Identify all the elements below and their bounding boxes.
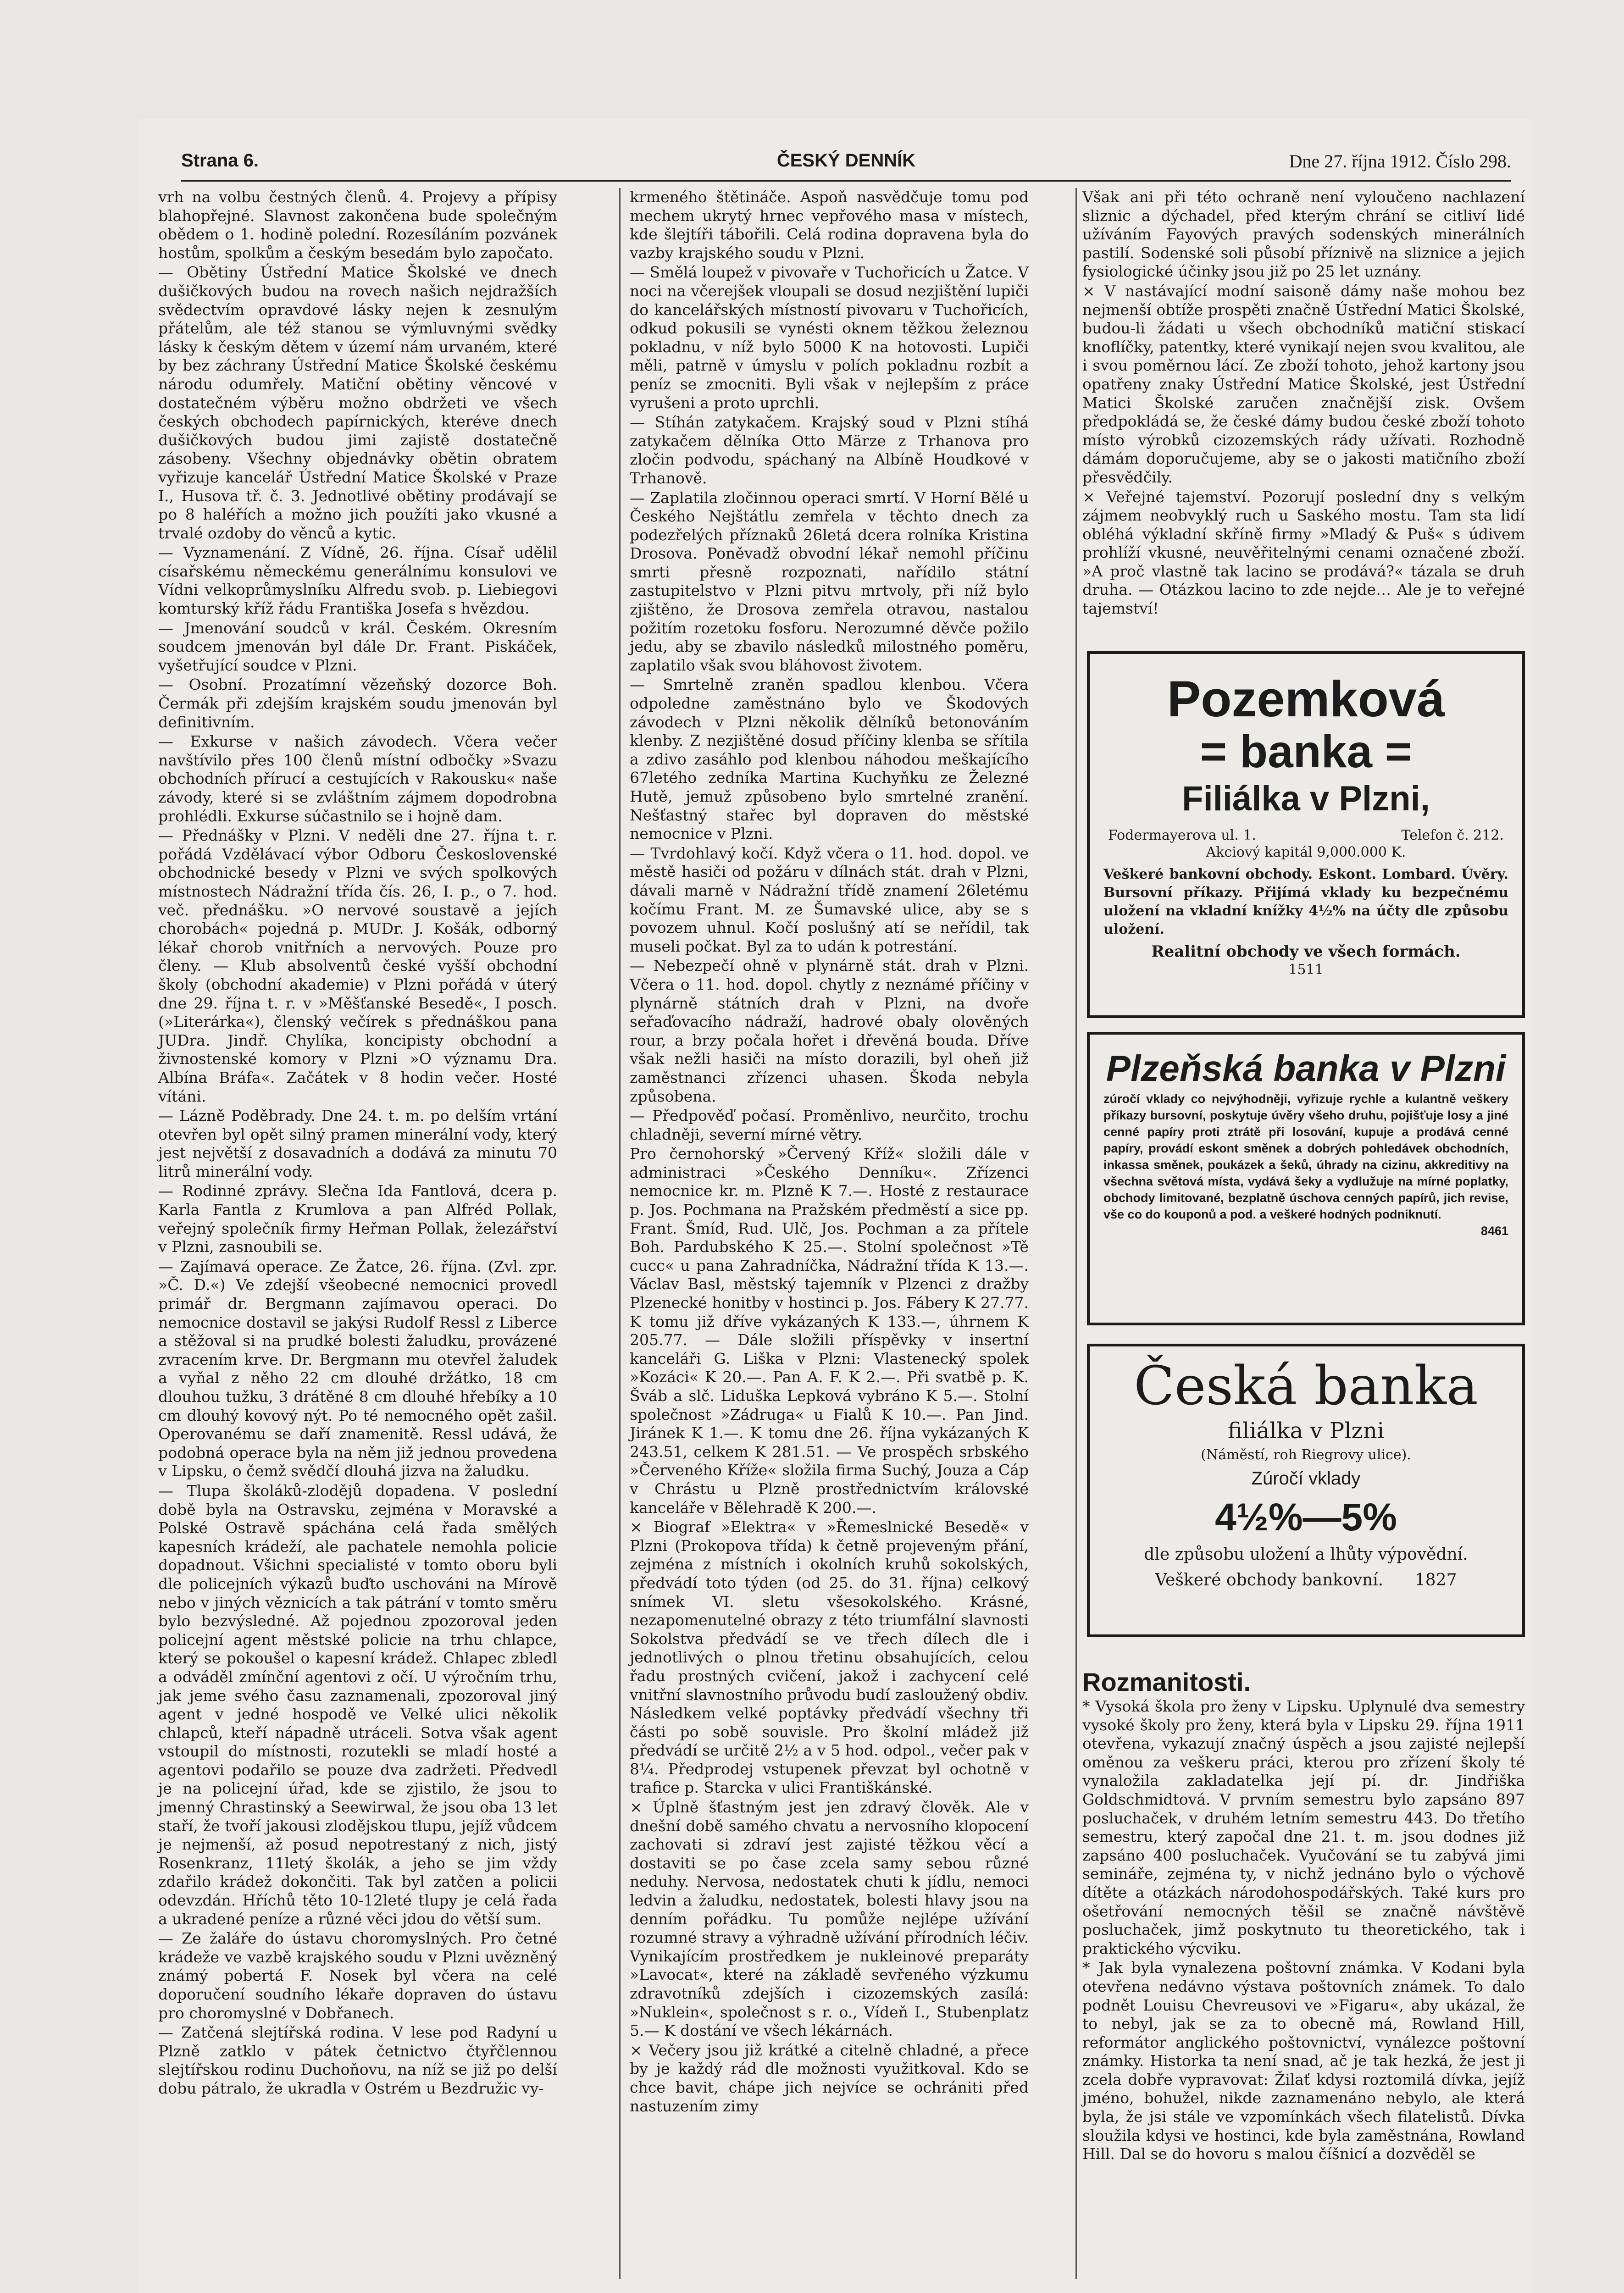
ad-business [1090, 1567, 1522, 1593]
article: — Smrtelně zraněn spadlou klenbou. Včera odpoledne zaměstnáno bylo ve Škodových závodech v Plzni několik dělníků betonováním klenby. Z nezjištěné dosud příčiny klenba se sřítila a zdivo zasáhlo pod klenbou náhodou meškajícího 67letého zedníka Martina Kuchyňku ze Železné Hutě, jemuž způsobeno bylo smrtelné zranění. Nešťastný stařec byl dopraven do městské nemocnice v Plzni. [630, 676, 1029, 843]
ad-subtitle: Filiálka v Plzni, [1182, 779, 1430, 818]
article: — Rodinné zprávy. Slečna Ida Fantlová, dcera p. Karla Fantla z Krumlova a pan Alfréd Pollak, veřejný společník firmy Heřman Pollak, železářství v Plzni, zasnoubili se. [158, 1182, 557, 1256]
article: — Ze žaláře do ústavu choromyslných. Pro četné krádeže ve vazbě krajského soudu v Plzni uvězněný známý pobertá F. Nosek byl včera na celé doporučení soudního lékaře dopraven do ústavu pro choromyslné v Dobřanech. [158, 1929, 557, 2022]
article: * Vysoká škola pro ženy v Lipsku. Uplynulé dva semestry vysoké školy pro ženy, která byla v Lipsku 29. října 1911 otevřena, vykazují značný úspěch a jsou zajisté nejlepší oměnou za veškeru práci, kterou pro zřízení školy té vynaložila zakladatelka její pí. dr. Jindřiška Goldschmidtová. V prvním semestru bylo zapsáno 897 posluchaček, v druhém letním semestru 443. Do třetího semestru, který započal dne 21. t. m. jsou dodnes již zapsáno 400 posluchaček. Vyučování se tu zabývá jimi semináře, zejména ty, v nichž jednáno bylo o výchově dítěte a otázkách národohospodářských. Také kurs pro ošetřování nemocných těšil se značně návštěvě posluchaček, jimž poskytnuto tu theoretického, tak i praktického výcviku. [1082, 1697, 1525, 1957]
article: — Smělá loupež v pivovaře v Tuchořicích u Žatce. V noci na včerejšek vloupali se dosud nezjištění lupiči do kancelářských místností pivovaru v Tuchořicích, odkud pokusili se vynésti oknem těžkou železnou pokladnu, v níž bylo 5000 K na hotovosti. Lupiči měli, patrně v úmyslu v polích pokladnu rozbít a peníz se zmocniti. Byli však v nejlepším z práce vyrušeni a proto uprchli. [630, 263, 1029, 412]
article: × Biograf »Elektra« v »Řemeslnické Besedě« v Plzni (Prokopova třída) k četně projeveným přání, zejména z místních i okolních kruhů sokolských, předvádí toto týden (od 25. do 31. října) celkový snímek VI. sletu všesokolského. Krásné, nezapomenutelné obrazy z této triumfální slavnosti Sokolstva předvádí se ve třech dílech dle i jednotlivých o plnou třetinu obsahujících, celou řadu prostných cvičení, jakož i zachycení celé vnitřní slavnostního průvodu budí zasloužený obdiv. Následkem velké poptávky předvádí všechny tři části po sobě souvisle. Pro školní mládež již předvádí se určitě 2½ a v 5 hod. odpol., večer pak v 8¼. Předprodej vstupenek převzat byl ochotně v trafice p. Starcka v ulici Františkánské. [630, 1518, 1029, 1797]
section-title: Rozmanitosti. [1082, 1667, 1251, 1696]
column-3-bottom [1082, 1667, 1525, 2163]
article: Však ani při této ochraně není vyloučeno nachlazení sliznic a dýchadel, před kterým chrání se citliví lidé užíváním Fayových pravých sodenských minerálních pastilí. Sodenské soli působí příznivě na sliznice a jejich fysiologické účinky jsou již po 25 let uznány. [1082, 188, 1525, 281]
ad-code: 1827 [1414, 1571, 1457, 1590]
ad-phone: Telefon č. 212. [1401, 827, 1504, 843]
article: — Obětiny Ústřední Matice Školské ve dnech dušičkových budou na rovech našich nejdražších svědectvím opravdové lásky nejen k zesnulým přátelům, ale též stanou se výmluvnými svědky lásky k českým dětem v území nám urvaném, které by bez záchrany Ústřední Matice Školské českému národu odumřely. Matiční obětiny věncové v dostatečném výběru možno obdržeti ve všech českých obchodech papírnických, kteréve dnech dušičkových budou jimi zajistě dostatečně zásobeny. Všechny objednávky obětin obratem vyřizuje kancelář Ústřední Matice Školské v Praze I., Husova tř. č. 3. Jednotlivé obětiny prodávají se po 8 haléřích a možno jich použíti jako vkusné a trvalé ozdoby do věnců a kytic. [158, 263, 557, 542]
issue-date: Dne 27. října 1912. Číslo 298. [1289, 151, 1511, 172]
article: — Přednášky v Plzni. V neděli dne 27. října t. r. pořádá Vzdělávací výbor Odboru Československé obchodnické besedy v Plzni ve svých spolkových místnostech Nádražní třída čís. 26, I. p., o 7. hod. več. přednášku. »O nervové soustavě a jejích chorobách« pojedná p. MUDr. J. Košák, odborný lékař chorob vnitřních a nervových. Pouze pro členy. — Klub absolventů české vyšší obchodní školy (obchodní akademie) v Plzni pořádá v úterý dne 29. října t. r. v »Měšťanské Besedě«, I posch. (»Literárka«), členský večírek s přednáškou pana JUDra. Jindř. Chylíka, koncipisty obchodní a živnostenské komory v Plzni »O významu Dra. Albína Bráfa«. Začátek v 8 hodin večer. Hosté vítáni. [158, 826, 557, 1105]
ad-business-text: Veškeré obchody bankovní. [1155, 1571, 1384, 1590]
ad-address: Fodermayerova ul. 1. [1108, 827, 1256, 843]
article: — Nebezpečí ohně v plynárně stát. drah v Plzni. Včera o 11. hod. dopol. chytly z neznámé příčiny v plynárně státních drah v Plzni, na dvoře seřaďovacího nádraží, hadrové obaly olověných rour, a brzy počala hořet i dřevěná bouda. Dříve však nežli hasiči na místo dorazili, byl oheň již zaměstnanci zřízenci uhasen. Škoda nebyla způsobena. [630, 957, 1029, 1105]
article: — Tvrdohlavý kočí. Když včera o 11. hod. dopol. ve městě hasiči od požáru v dílnách stát. drah v Plzni, dávali marně v Nádražní třídě znamení 26letému kočímu Frant. M. ze Šumavské ulice, aby se s povozem uhnul. Kočí poslušný atí se neřídil, tak museli počkat. Byl za to udán k potrestání. [630, 844, 1029, 955]
article: Pro černohorský »Červený Kříž« složili dále v administraci »Českého Denníku«. Zřízenci nemocnice kr. m. Plzně K 7.—. Hosté z restaurace p. Jos. Pochmana na Pražském předměstí a sice pp. Frant. Šmíd, Rud. Ulč, Jos. Pochman a za přítele Boh. Pardubského K 25.—. Stolní společnost »Tě cucc« u pana Zahradníčka, Nádražní třída K 13.—. Václav Basl, městský tajemník v Plzenci z dražby Plzenecké honitby v hostinci p. Jos. Fábery K 27.77. K tomu již dříve vykázaných K 133.—, úhrnem K 205.77. — Dále složili příspěvky v insertní kanceláři G. Liška v Plzni: Vlastenecký spolek »Kozáci« K 20.—. Pan A. F. K 2.—. Při svatbě p. K. Šváb a slč. Liduška Lepková vybráno K 5.—. Stolní společnost »Zádruga« u Fialů K 10.—. Pan Jind. Jiránek K 1.—. K tomu dne 26. října vykázaných K 243.51, celkem K 281.51. — Ve prospěch srbského »Červeného Kříže« složila firma Suchý, Jouza a Cáp v Chrástu u Plzně prostřednictvím královské kanceláře v Bělehradě K 200.—. [630, 1145, 1029, 1517]
article: — Osobní. Prozatímní vězeňský dozorce Boh. Čermák při zdejším krajském soudu jmenován byl definitivním. [158, 676, 557, 731]
column-1 [158, 188, 557, 2293]
article: — Stíhán zatykačem. Krajský soud v Plzni stíhá zatykačem dělníka Otto Märze z Trhanova pro zločin podvodu, spáchaný na Albíně Houdkové v Trhanově. [630, 413, 1029, 487]
article: — Zajímavá operace. Ze Žatce, 26. října. (Zvl. zpr. »Č. D.«) Ve zdejší všeobecné nemocnici provedl primář dr. Bergmann zajímavou operaci. Do nemocnice dostavil se jakýsi Rudolf Ressl z Liberce a stěžoval si na prudké bolesti žaludku, provázené zvracením krve. Dr. Bergmann mu otevřel žaludek a vyňal z něho 22 cm dlouhé držátko, 18 cm dlouhou tužku, 3 drátěné 8 cm dlouhé hřebíky a 10 cm dlouhý kovový nýt. Po té nemocného opět zašil. Operovanému se daří znamenitě. Ressl udává, že podobná operace byla na něm již jednou provedena v Lipsku, o čemž svědčí dlouhá jizva na žaludku. [158, 1257, 557, 1480]
ad-body: Veškeré bankovní obchody. Eskont. Lombard. Úvěry. Bursovní příkazy. Přijímá vklady ku bezpečnému uložení na vkladní knížky 4½% na účty dle způsobu uložení. [1103, 866, 1508, 937]
article: — Vyznamenání. Z Vídně, 26. října. Císař udělil císařskému německému generálnímu konsulovi ve Vídni velkoprůmyslníku Alfredu svob. p. Liebiegovi komturský kříž řádu Františka Josefa s hvězdou. [158, 543, 557, 618]
article: — Jmenování soudců v král. Českém. Okresním soudcem jmenován byl dále Dr. Frant. Piskáček, vyšetřující soudce v Plzni. [158, 619, 557, 674]
article: vrh na volbu čestných členů. 4. Projevy a přípisy blahopřejné. Slavnost zakončena bude společným obědem o 1. hodině polední. Rozesíláním pozvánek hostům, spolkům a českým besedám bylo započato. [158, 188, 557, 262]
article: — Tlupa školáků-zlodějů dopadena. V poslední době byla na Ostravsku, zejména v Moravské a Polské Ostravě spáchána celá řada smělých kapesních krádeží, ale pachatele nemohla policie dopadnout. Všichni specialisté v tomto oboru byli dle policejních výkazů buďto uschováni na Mírově nebo v jiných věznicích a tak pátrání v tomto směru bylo bezvýsledné. Až pojednou zpozoroval jeden policejní agent městské policie na trhu chlapce, který se pokoušel o kapesní krádež. Chlapec zbledl a odváděl zmínční agentovi z očí. U výročním trhu, jak jeme svého času zaznamenali, zpozoroval jiný agent v jedné hospodě ve Velké ulici několik chlapců, kteří nápadně utráceli. Sotva však agent vstoupil do místnosti, rozutekli se mladí hosté a agentovi podařilo se pouze dva zadržeti. Předvedl je na policejní úřad, kde se zjistilo, že jsou to jmenný Chrastinský a Seewirwal, že jsou oba 13 let staří, že tvoří jakousi zlodějskou tlupu, jejíž vůdcem je nejmenší, až posud nepotrestaný z nich, jistý Rosenkranz, 11letý školák, a jeho se jim vždy zdařilo krádež dokončiti. Tak byl zatčen a policii odevzdán. Hříchů těto 10-12leté tlupy je celá řada a ukradené peníze a různé věci jdou do větší sum. [158, 1481, 557, 1928]
ad-ceska-banka [1087, 1344, 1525, 1637]
header-rule [181, 180, 1511, 182]
page-number: Strana 6. [181, 150, 259, 171]
ad-title: Česká banka [1134, 1355, 1478, 1417]
column-2 [630, 188, 1029, 2279]
article: × Večery jsou již krátké a citelně chladné, a přece by je každý rád dle možnosti využitkoval. Kdo se chce bavit, chápe jich nejvíce se ochrániti před nastuzením zimy [630, 2041, 1029, 2115]
ad-body: zúročí vklady co nejvýhodněji, vyřizuje rychle a kulantně veškery příkazy bursovní, poskytuje úvěry všeho druhu, pojišťuje losy a jiné cenné papíry proti ztrátě při losování, kupuje a prodává cenné papíry, provádí eskont směnek a dobrých pohledávek obchodních, inkassa směnek, poukázek a šeků, úhrady na cizinu, akkreditivy na všechna světová místa, vydává šeky a vydlužuje na mírné poplatky, obchody limitované, bezplatně úschova cenných papírů, jich revise, vše co do kouponů a pod. a veškeré hodných podniknutí. [1103, 1092, 1508, 1221]
ad-address: (Náměstí, roh Riegrovy ulice). [1201, 1447, 1411, 1463]
article: krmeného štětináče. Aspoň nasvědčuje tomu pod mechem ukrytý hrnec vepřového masa v místech, kde šlejtíři tábořili. Celá rodina dopravena byla do vazby krajského soudu v Plzni. [630, 188, 1029, 262]
ad-slogan: Realitní obchody ve všech formách. [1151, 942, 1461, 961]
ad-code: 1511 [1288, 962, 1324, 978]
article: × Úplně šťastným jest jen zdravý člověk. Ale v dnešní době samého chvatu a nervosního klopocení zachovati si zdraví jest zajisté těžkou věcí a dostaviti se po čase zcela samy sebou různé neduhy. Nervosa, nedostatek chuti k jídlu, nemoci ledvin a žaludku, nedostatek, bolesti hlavy jsou na denním pořádku. Tu pomůže nejlépe užívání rozumné stravy a výhradně užívání přírodních léčiv. Vynikajícím prostředkem je nukleinové preparáty »Lavocat«, které na základě sevřeného výzkumu zdravotníků zdejších i cizozemských zasílá: »Nuklein«, společnost s r. o., Vídeň I., Stubenplatz 5.— K dostání ve všech lékárnách. [630, 1798, 1029, 2040]
article: — Zaplatila zločinnou operaci smrtí. V Horní Bělé u Českého Nejštátlu zemřela v těchto dnech za podezřelých příznaků 26letá dcera rolníka Kristina Drosova. Poněvadž obvodní lékař nemohl příčinu smrti přesně rozpoznati, nařídilo státní zastupitelstvo v Plzni pitvu mrtvoly, při níž bylo zjištěno, že Drosova zemřela otravou, nastalou požitím rozetoku fosforu. Nerozumné děvče požilo jedu, aby se zbavilo následků milostného poměru, zaplatilo však svou bláhovost životem. [630, 488, 1029, 674]
masthead: ČESKÝ DENNÍK [776, 150, 916, 171]
ad-title: Plzeňská banka v Plzni [1106, 1048, 1506, 1089]
ad-title: Pozemková [1167, 671, 1445, 727]
ad-rate: 4½%—5% [1215, 1495, 1397, 1539]
article: × Veřejné tajemství. Pozorují poslední dny s velkým zájmem neobvyklý ruch u Saského mostu. Tam sta lidí obléhá výkladní skříně firmy »Mladý & Puš« s údivem prohlíží vkusné, neuvěřitelnými cenami označené zboží. »A proč vlastně tak lacino se prodává?« tázala se druh druha. — Otázkou lacino to zde nejde… Ale je to veřejné tajemství! [1082, 487, 1525, 618]
article: × V nastávající modní saisoně dámy naše mohou bez nejmenší obtíže prospěti značně Ústřední Matici Školské, budou-li žádati u všech obchodníků matiční stiskací knoflíčky, patentky, které vynikají nejen svou kvalitou, ale i svou poměrnou lácí. Ze zboží tohoto, jehož kartony jsou opatřeny znaky Ústřední Matice Školské, jest Ústřední Matici Školské zaručen značnější zisk. Ovšem předpokládá se, že české dámy budou české zboží tohoto místo výrobků cizozemských rády užívati. Rozhodně dámám doporučujeme, aby se o jakosti matičního zboží přesvědčily. [1082, 282, 1525, 486]
ad-title: = banka = [1200, 726, 1412, 777]
article: — Zatčená slejtířská rodina. V lese pod Radyní u Plzně zatklo v pátek četnictvo čtyřčlennou slejtířskou rodinu Duchoňovu, na níž se již po delší dobu pátralo, že ukradla v Ostrém u Bezdružic vy- [158, 2023, 557, 2097]
ad-code: 8461 [1480, 1224, 1508, 1238]
ad-terms: dle způsobu uložení a lhůty výpovědní. [1144, 1545, 1468, 1564]
article: * Jak byla vynalezena poštovní známka. V Kodani byla otevřena nedávno výstava poštovních známek. To dalo podnět Louisu Chevreusovi ve »Figaru«, aby ukázal, že to nebyl, jak se za to obecně má, Rowland Hill, reformátor anglického poštovnictví, vynálezce poštovní známky. Historka ta není snad, ač je tak hezká, že jest ji zcela dobře vypravovat: Žilať kdysi roztomilá dívka, jejíž jméno, bohužel, nikde zaznamenáno nebylo, ale která byla, že jsi stále ve vzpomínkách všech filatelistů. Dívka sloužila kdysi ve hostinci, kde byla zaměstnána, Rowland Hill. Dal se do hovoru s malou číšnicí a dozvěděl se [1082, 1959, 1525, 2163]
article: — Předpověď počasí. Proměnlivo, neurčito, trochu chladněji, severní mírné větry. [630, 1107, 1029, 1143]
ad-pozemkova-banka [1087, 651, 1525, 1018]
article: — Exkurse v našich závodech. Včera večer navštívilo přes 100 členů místní odbočky »Svazu obchodních přírucí a cestujících v Rakousku« naše závody, které si se zvláštním zájmem dopodrobna prohlédli. Exkurse súčastnilo se i hojně dam. [158, 732, 557, 825]
ad-contact [1090, 827, 1522, 843]
article: — Lázně Poděbrady. Dne 24. t. m. po delším vrtání otevřen byl opět silný pramen minerální vody, který jest největší z dosavadních a dodává za minutu 70 litrů minerální vody. [158, 1107, 557, 1180]
ad-plzenska-banka [1087, 1032, 1525, 1325]
ad-capital: Akciový kapitál 9,000.000 K. [1206, 844, 1406, 860]
column-divider [1075, 188, 1077, 2279]
ad-branch: filiálka v Plzni [1227, 1418, 1385, 1444]
column-divider [619, 188, 621, 2279]
ad-deposits: Zúročí vklady [1251, 1468, 1361, 1489]
ad-title-word: banka [1239, 726, 1372, 777]
